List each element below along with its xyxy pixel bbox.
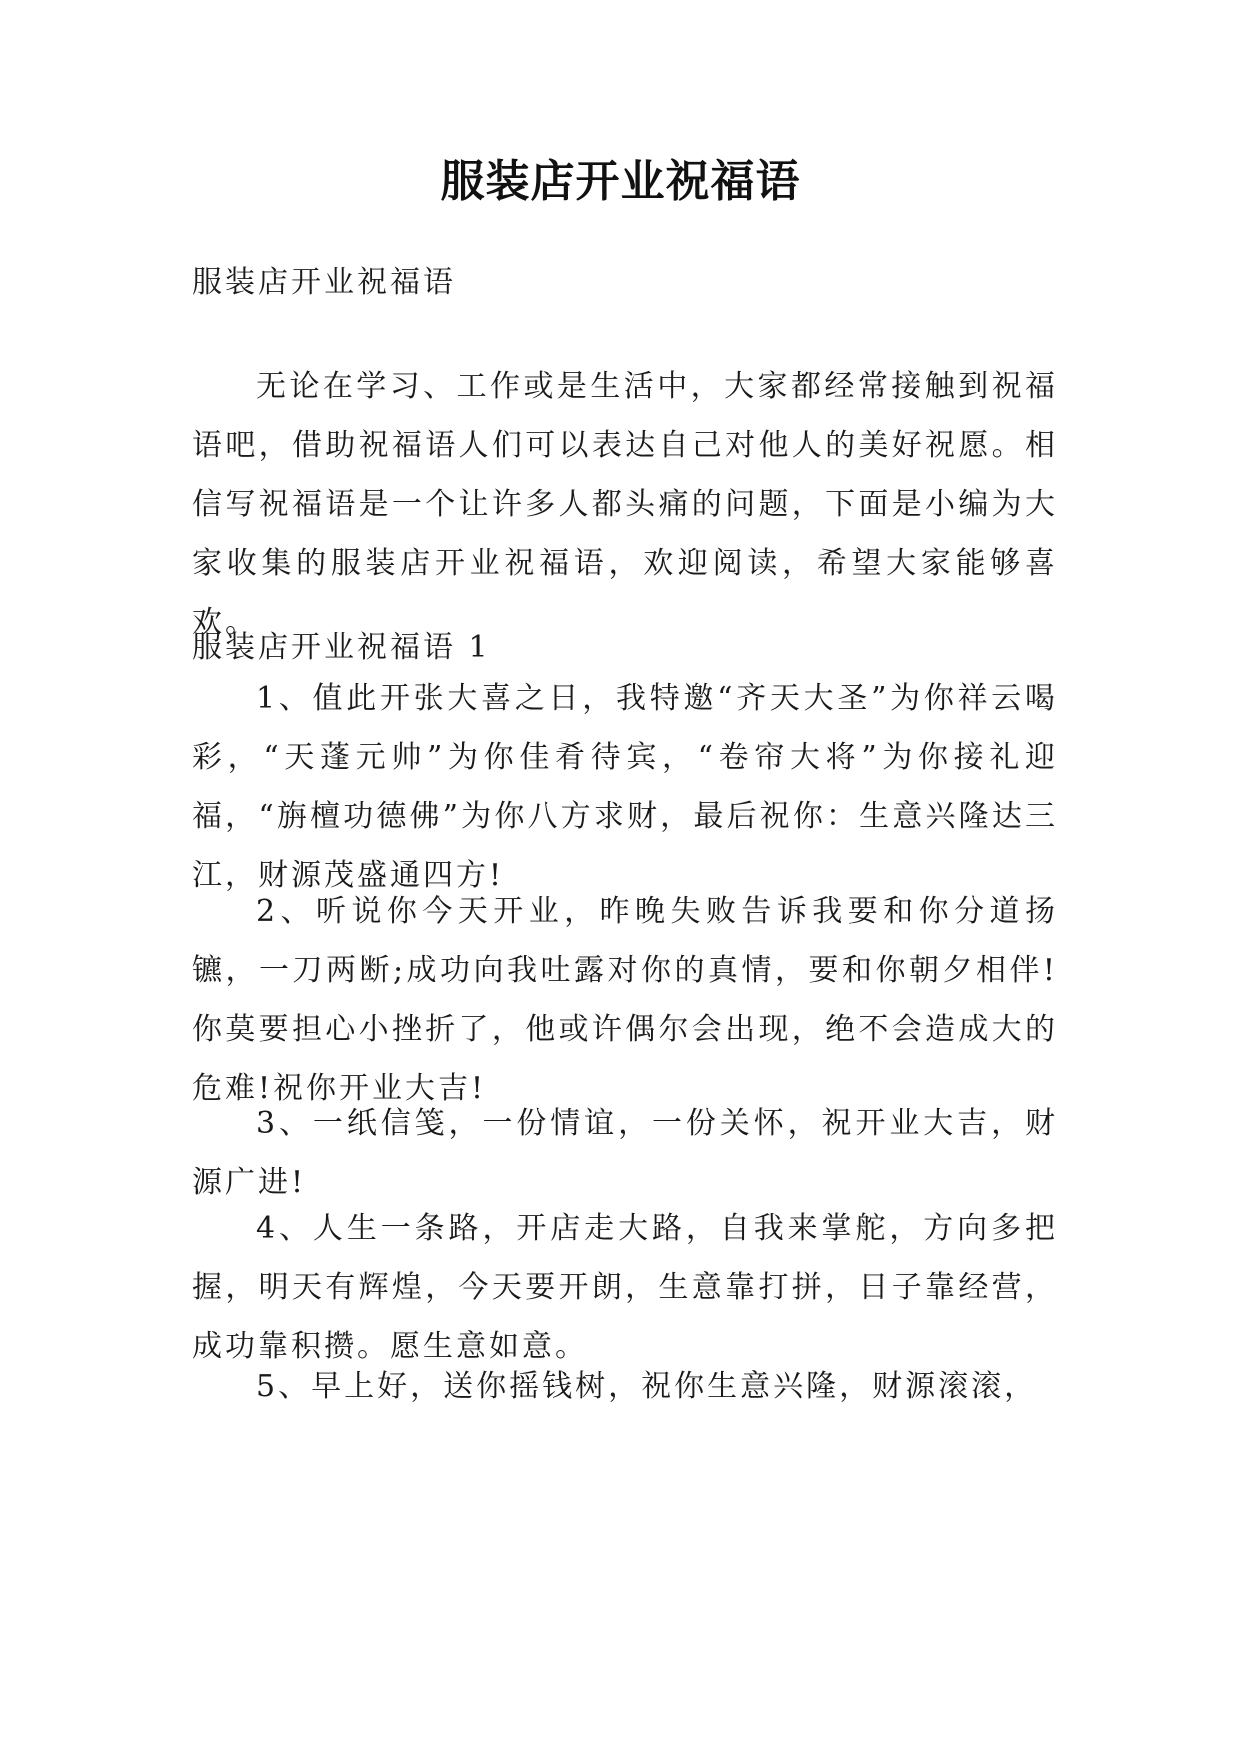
- section-heading: 服装店开业祝福语 1: [192, 630, 491, 665]
- blessing-item-3: 3、一纸信笺，一份情谊，一份关怀，祝开业大吉，财源广进!: [192, 1106, 1058, 1200]
- blessing-item-1: 1、值此开张大喜之日，我特邀“齐天大圣”为你祥云喝彩，“天蓬元帅”为你佳肴待宾，“卷帘大将”为你接礼迎福，“旃檀功德佛”为你八方求财，最后祝你：生意兴隆达三江，财源茂盛通四方!: [192, 681, 1058, 893]
- intro-paragraph: 无论在学习、工作或是生活中，大家都经常接触到祝福语吧，借助祝福语人们可以表达自己对他人的美好祝愿。相信写祝福语是一个让许多人都头痛的问题，下面是小编为大家收集的服装店开业祝福语，欢迎阅读，希望大家能够喜欢。: [192, 369, 1058, 640]
- page-title: 服装店开业祝福语: [440, 156, 801, 207]
- blessing-item-5: 5、早上好，送你摇钱树，祝你生意兴隆，财源滚滚，: [256, 1369, 1038, 1404]
- blessing-item-2: 2、听说你今天开业，昨晚失败告诉我要和你分道扬镳，一刀两断;成功向我吐露对你的真情，要和你朝夕相伴!你莫要担心小挫折了，他或许偶尔会出现，绝不会造成大的危难!祝你开业大吉!: [192, 894, 1058, 1106]
- blessing-item-4: 4、人生一条路，开店走大路，自我来掌舵，方向多把握，明天有辉煌，今天要开朗，生意靠打拼，日子靠经营，成功靠积攒。愿生意如意。: [192, 1211, 1058, 1364]
- document-subtitle: 服装店开业祝福语: [192, 265, 456, 300]
